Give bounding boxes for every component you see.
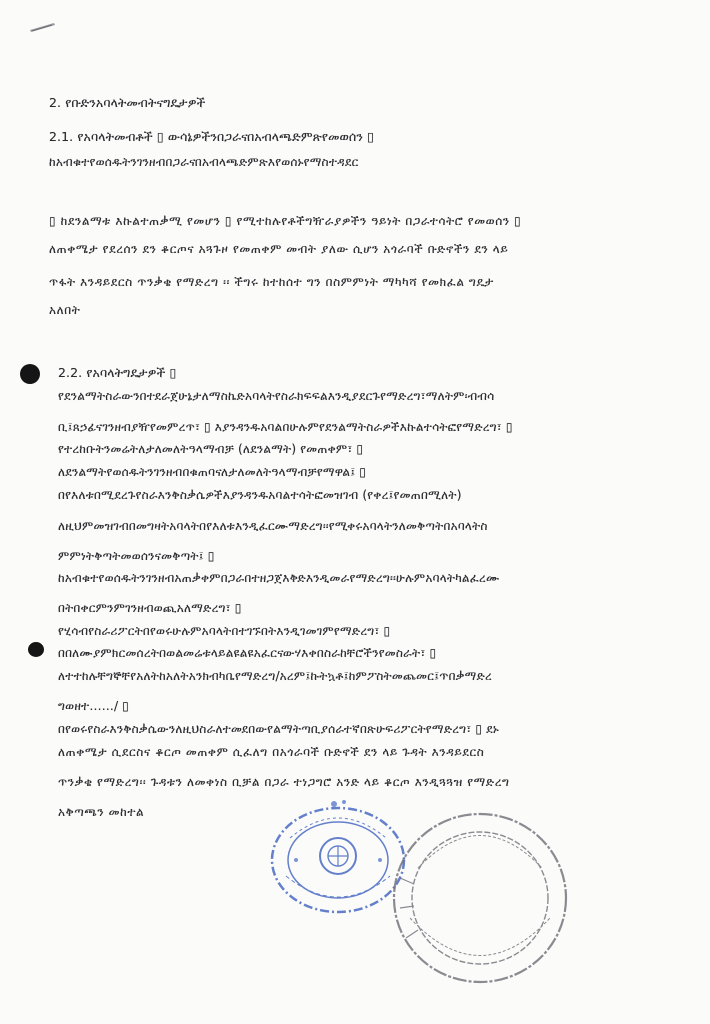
paragraph-line: በየወሩየስራእንቅስቃሴውንለዚህስራለተመደበውየልማትጣቢያሰራተኛበጽሁፍሪፖርትየማድረግ፣ ▯ ደኑ xyxy=(58,722,499,736)
paragraph-line: ከአብቁተየወሰዱትንገንዘብአጠቃቀምበጋራበተዘጋጀእቅድእንዲመራየማድረግ፡፡ሁሉምአባላትካልፈረሙ xyxy=(58,571,500,585)
paragraph-line: በየእለቱበሚደረጉየስራእንቅስቃሴዎችእያንዳንዱአባልተሳትፎመዝገብ (የቀረ፤የመጠበሚለት) xyxy=(58,488,462,502)
paragraph-line: የደንልማትስራውንበተደራጀሁኔታለማስኬድአባላትየስራክፍፍልእንዲያደርጉየማድረግ፣ማለትም፡ብብሳ xyxy=(58,389,495,403)
paragraph-line: ከአብቁተየወሰዱትንገንዘብበጋራናበአብላጫድምጽእየወሰኑየማስተዳደር xyxy=(49,155,359,169)
paragraph-line: በትበቀርምንምገንዘብወጪአለማድረግ፣ ▯ xyxy=(58,601,242,615)
paragraph-line: ለደንልማትየወሰዱትንገንዘብበቁጠባናለታለመለትዓላማብቻየማዋል፤ ▯ xyxy=(58,465,367,479)
paragraph-line: ለተተከሉቸግኞቸየአለትከአለትአንክብካቤየማድረግ/አረም፤ኩትኳቶ፤ከምፖስትመጨመር፤ጥበቃማድረ xyxy=(58,669,492,683)
subsection-2-2-heading: 2.2. የአባላትግዴታዎች ▯ xyxy=(58,365,177,380)
subsection-2-1-heading: 2.1. የአባላትመብቶች ▯ ውሳኔዎችንበጋራናበአብላጫድምጽየመወሰን ▯ xyxy=(49,129,375,144)
section-heading: 2. የቡድንአባላትመብትናግዴታዎች xyxy=(49,95,206,110)
paragraph-line: ግወዘተ……/ ▯ xyxy=(58,699,129,713)
gray-round-stamp xyxy=(380,808,570,988)
punch-hole-mark xyxy=(20,364,40,384)
paragraph-line: ለዚህምመዝገብበመግዛትአባላትበየእለቱእንዲፈርሙማድረግ፡፡የሚቀሩአባላትንለመቅጣትበአባላትስ xyxy=(58,519,488,533)
paragraph-line: በበለሙያምክርመሰረትበወልመሬቱላይልዩልዩአፈርናውሃእቀበስራከቸሮችንየመስራት፣ ▯ xyxy=(58,646,437,660)
paragraph-line: ለጠቀሜታ የደረሰን ደን ቆርጦና አጓጉዞ የመጠቀም መብት ያለው ሲሆን አጎራባች ቡድኖችን ደን ላይ xyxy=(49,242,509,256)
paragraph-line: የተረከቡትንመሬትለታለመለትዓላማብቻ (ለደንልማት) የመጠቀም፣ ▯ xyxy=(58,442,364,456)
punch-hole-mark xyxy=(28,642,44,657)
paragraph-line: ቢ፤ጸኃፊናገንዘብያዥየመምረጥ፣ ▯ እያንዳንዱአባልበሁሉምየደንልማትስራዎችእኩልተሳትፎየማድረግ፣ ▯ xyxy=(58,420,513,434)
pencil-mark-icon xyxy=(28,20,58,34)
paragraph-line: ጥንቃቄ የማድረግ፡፡ ጉዳቱን ለመቀነስ ቢቻል በጋራ ተነጋግሮ አንድ ላይ ቆርጦ እንዲጓጓዝ የማድረግ xyxy=(58,775,510,789)
paragraph-line: አለበት xyxy=(49,303,81,317)
paragraph-line: ▯ ከደንልማቱ እኩልተጠቃሚ የመሆን ▯ የሚተከሉየቶችግዥራያዎችን ዓይነት በጋራተሳትሮ የመወሰን ▯ xyxy=(49,214,522,228)
paragraph-line: የሂሳብየስራሪፖርትበየወሩሁሉምአባላትበተገኙበትእንዲገመገምየማድረግ፣ ▯ xyxy=(58,624,391,638)
paragraph-line: ምምነትቅጣትመወሰንናመቅጣት፤ ▯ xyxy=(58,549,215,563)
paragraph-line: ለጠቀሜታ ሲደርስና ቆርጦ መጠቀም ሲፈለግ በአጎራባች ቡድኖች ደን ላይ ጉዳት እንዳይደርስ xyxy=(58,745,485,759)
paragraph-line: ጥፋት እንዳይደርስ ጥንቃቄ የማድረግ ፡፡ ችግሩ ከተከሰተ ግን በስምምነት ማካካሻ የመክፈል ግዴታ xyxy=(49,275,494,289)
paragraph-line: አቅጣጫን መከተል xyxy=(58,805,145,819)
